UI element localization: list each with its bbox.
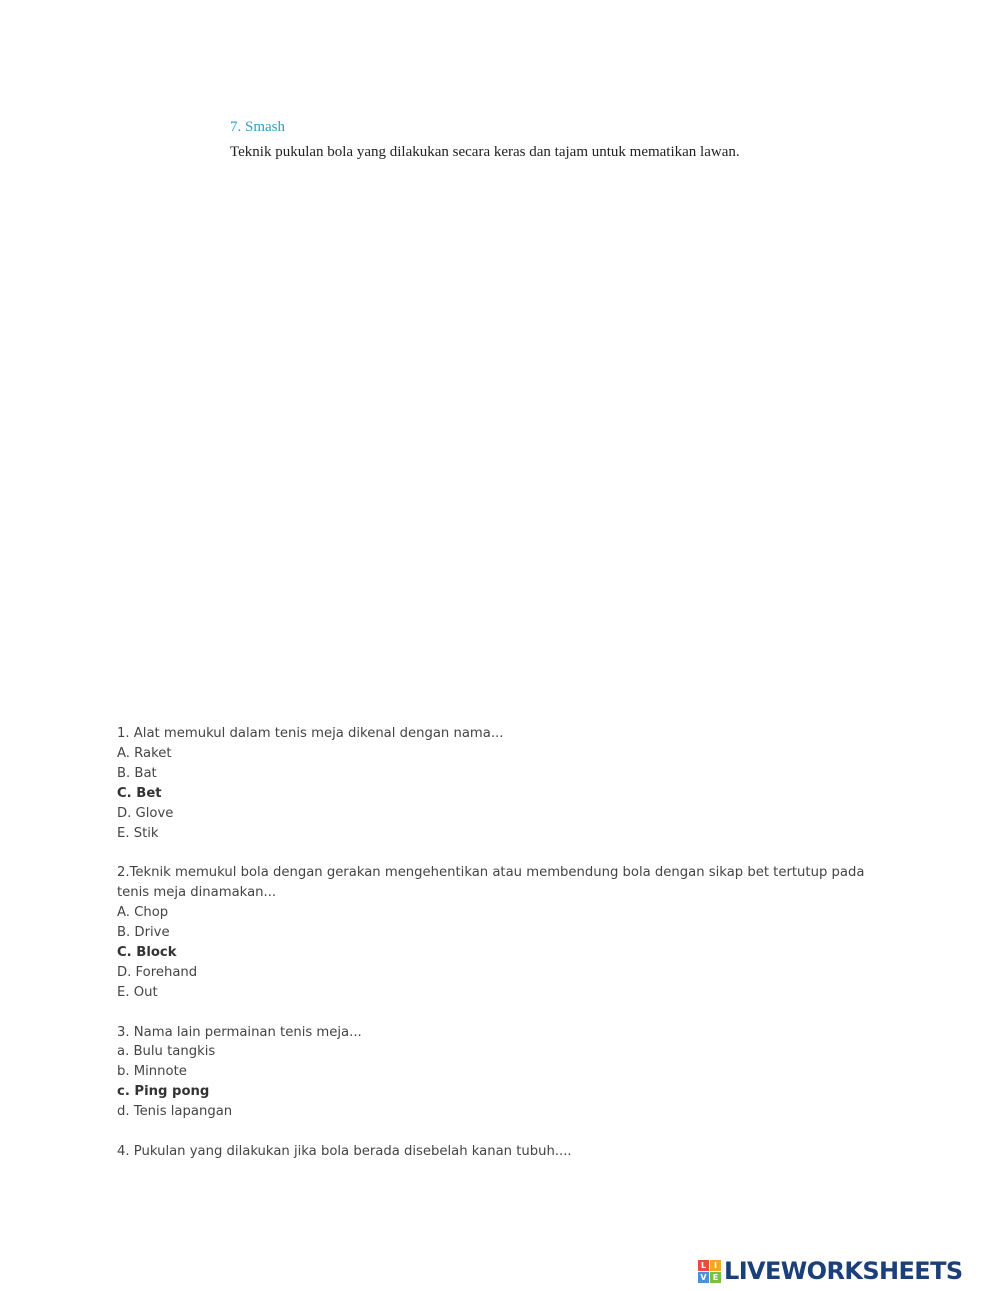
answer-option: d. Tenis lapangan [117,1104,233,1120]
question-block [117,724,877,843]
question-block [117,863,877,1002]
answer-option: E. Stik [117,825,159,841]
liveworksheets-logo [698,1258,963,1284]
question-prompt: 2.Teknik memukul bola dengan gerakan mengehentikan atau membendung bola dengan sikap bet tertutup pada tenis meja dinamakan... [117,865,865,901]
question-prompt: 3. Nama lain permainan tenis meja... [117,1024,362,1040]
logo-text: LIVEWORKSHEETS [724,1257,963,1285]
logo-mark-tile: E [710,1272,721,1283]
answer-option: b. Minnote [117,1064,187,1080]
logo-mark-icon [698,1260,721,1283]
answer-option: D. Glove [117,805,174,821]
logo-mark-tile: V [698,1272,709,1283]
logo-mark-tile: I [710,1260,721,1271]
section-heading: 7. Smash [230,119,286,135]
question-prompt: 4. Pukulan yang dilakukan jika bola berada disebelah kanan tubuh.... [117,1143,572,1159]
answer-option: A. Raket [117,745,172,761]
correct-answer-option: C. Bet [117,785,162,801]
question-prompt: 1. Alat memukul dalam tenis meja dikenal dengan nama... [117,726,504,741]
quiz [117,724,877,1182]
answer-option: D. Forehand [117,964,198,980]
correct-answer-option: c. Ping pong [117,1084,210,1100]
answer-option: B. Drive [117,925,170,941]
correct-answer-option: C. Block [117,944,177,960]
question-block [117,1142,877,1162]
question-block [117,1023,877,1123]
answer-option: A. Chop [117,905,169,921]
section-description: Teknik pukulan bola yang dilakukan secara keras dan tajam untuk mematikan lawan. [230,144,740,160]
answer-option: B. Bat [117,765,157,781]
answer-option: E. Out [117,984,158,1000]
answer-option: a. Bulu tangkis [117,1044,216,1060]
logo-mark-tile: L [698,1260,709,1271]
